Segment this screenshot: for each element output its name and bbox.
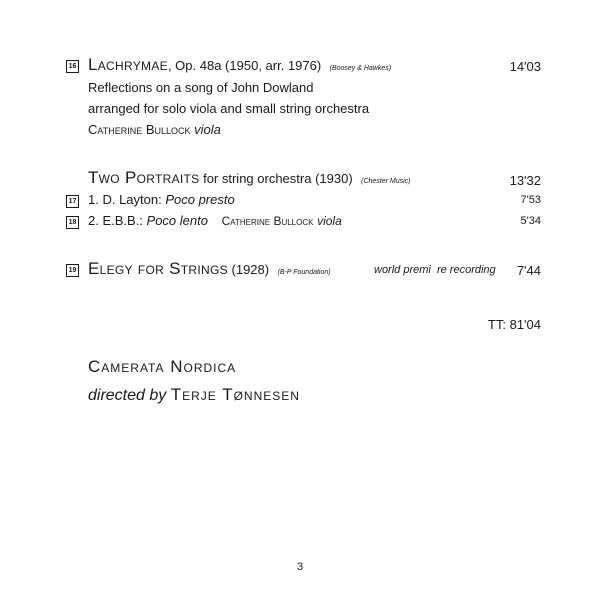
track-18-soloist: Catherine Bullock [221,214,314,228]
track-19-heading [88,259,331,279]
track-19-publisher: (B-P Foundation) [277,269,331,276]
track-17-tempo: Poco presto [165,192,235,207]
total-time: TT: 81'04 [487,317,541,332]
track-16-instrument: viola [194,122,221,137]
track-number-16: 16 [66,60,79,73]
track-19-title: Elegy for Strings [88,259,228,278]
portraits-publisher: (Chester Music) [361,178,411,185]
track-16-publisher: (Boosey & Hawkes) [329,65,392,72]
portraits-duration: 13'32 [509,173,541,188]
track-number-18: 18 [66,216,79,229]
track-19-note: world premi re recording [374,264,496,276]
portraits-heading [88,168,411,188]
directed-by-label: directed by [88,387,167,404]
track-16-duration: 14'03 [509,59,541,74]
page-number: 3 [297,561,304,573]
portraits-subtitle: for string orchestra (1930) [199,171,353,186]
track-19-year: (1928) [227,262,270,277]
track-16-desc-line-2: arranged for solo viola and small string orchestra [88,101,370,116]
track-17-line [88,192,235,207]
track-16-soloist-line [88,122,221,137]
conductor-line [88,385,300,405]
track-17-label: 1. D. Layton: [88,192,166,207]
track-number-19: 19 [66,264,79,277]
track-18-line [88,213,342,228]
track-18-label: 2. E.B.B.: [88,213,147,228]
track-16-heading [88,55,391,75]
track-16-opus: , Op. 48a (1950, arr. 1976) [167,58,322,73]
track-number-17: 17 [66,195,79,208]
conductor-name: Terje Tønnesen [170,385,300,404]
track-16-title: Lachrymae [88,55,168,74]
track-18-instrument: viola [317,214,342,228]
track-18-duration: 5'34 [520,215,541,227]
track-16-desc-line-1: Reflections on a song of John Dowland [88,80,314,95]
track-17-duration: 7'53 [520,194,541,206]
track-16-soloist: Catherine Bullock [88,122,191,137]
track-18-tempo: Poco lento [146,213,208,228]
ensemble-name: Camerata Nordica [88,357,237,376]
track-19-duration: 7'44 [516,263,541,278]
portraits-title: Two Portraits [88,168,200,187]
